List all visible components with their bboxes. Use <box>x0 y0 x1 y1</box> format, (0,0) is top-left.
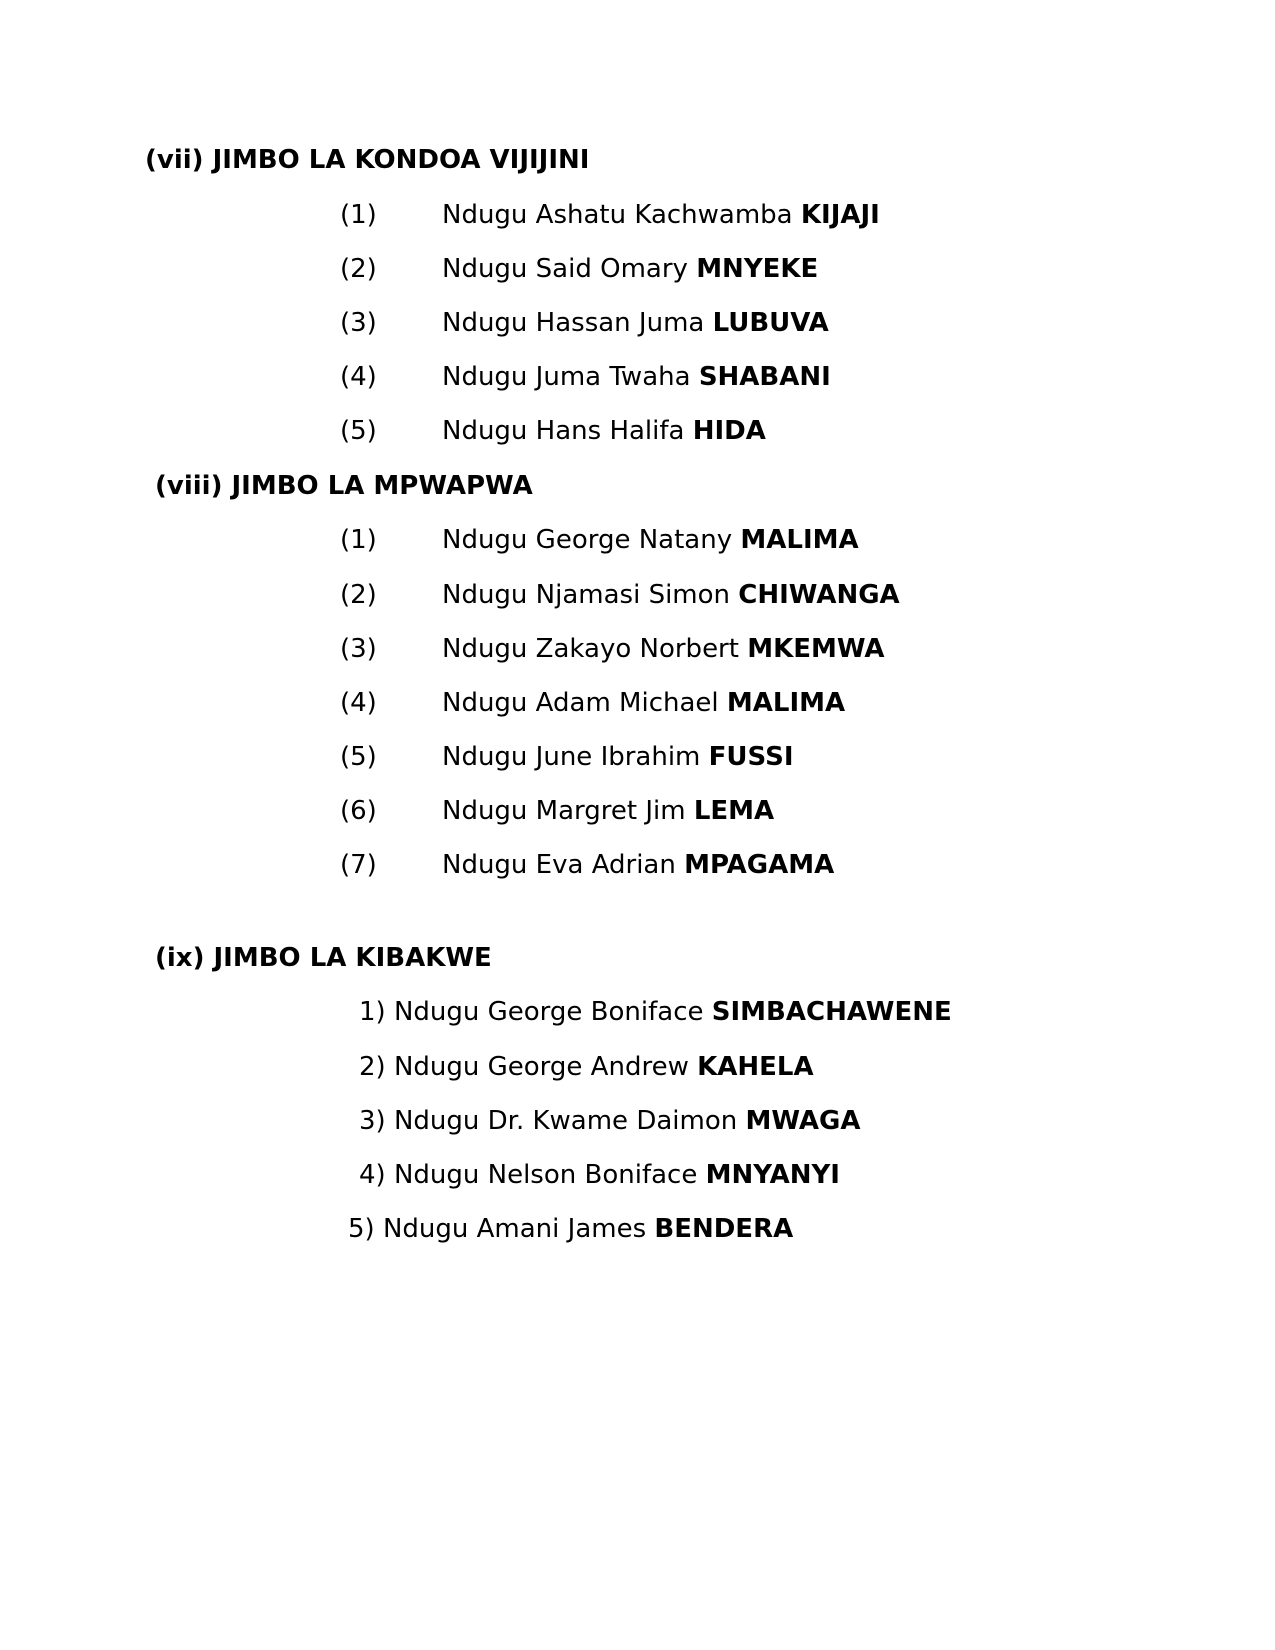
item-name <box>442 795 774 827</box>
item-number: (2) <box>340 580 377 610</box>
surname: MNYEKE <box>696 254 819 284</box>
surname: FUSSI <box>708 742 794 772</box>
given-names: Ndugu George Boniface <box>393 997 704 1027</box>
item-number: 2) <box>359 1052 386 1082</box>
given-names: Ndugu Hans Halifa <box>442 416 685 446</box>
given-names: Ndugu Juma Twaha <box>442 362 691 392</box>
item-number: 3) <box>359 1106 386 1136</box>
list-item <box>359 1105 860 1137</box>
surname: MALIMA <box>726 688 846 718</box>
item-number: (2) <box>340 254 377 284</box>
given-names: Ndugu Ashatu Kachwamba <box>442 200 793 230</box>
surname: BENDERA <box>654 1214 794 1244</box>
section-heading-kondoa-vijijini: (vii) JIMBO LA KONDOA VIJIJINI <box>145 145 590 175</box>
item-number: (3) <box>340 634 377 664</box>
given-names: Ndugu June Ibrahim <box>442 742 701 772</box>
item-name <box>442 633 885 665</box>
item-number: (4) <box>340 362 377 392</box>
item-name <box>442 849 834 881</box>
given-names: Ndugu Margret Jim <box>442 796 686 826</box>
list-item <box>348 1213 793 1245</box>
item-number: (5) <box>340 742 377 772</box>
item-number: 1) <box>359 997 386 1027</box>
surname: SHABANI <box>698 362 831 392</box>
list-item <box>359 1159 840 1191</box>
item-number: (5) <box>340 416 377 446</box>
list-item <box>359 1051 814 1083</box>
given-names: Ndugu Adam Michael <box>442 688 719 718</box>
section-heading-kibakwe: (ix) JIMBO LA KIBAKWE <box>155 943 492 973</box>
surname: MALIMA <box>740 525 859 555</box>
item-name <box>442 307 829 339</box>
surname: SIMBACHAWENE <box>711 997 952 1027</box>
item-number: (6) <box>340 796 377 826</box>
given-names: Ndugu George Natany <box>442 525 733 555</box>
given-names: Ndugu Eva Adrian <box>442 850 676 880</box>
given-names: Ndugu Dr. Kwame Daimon <box>393 1106 738 1136</box>
item-number: 4) <box>359 1160 386 1190</box>
item-number: (1) <box>340 525 377 555</box>
given-names: Ndugu Zakayo Norbert <box>442 634 739 664</box>
item-number: (7) <box>340 850 377 880</box>
surname: CHIWANGA <box>738 580 900 610</box>
item-name <box>442 741 794 773</box>
item-number: (1) <box>340 200 377 230</box>
item-name <box>442 199 880 231</box>
item-number: (3) <box>340 308 377 338</box>
surname: LUBUVA <box>712 308 829 338</box>
surname: LEMA <box>693 796 775 826</box>
given-names: Ndugu Nelson Boniface <box>393 1160 698 1190</box>
given-names: Ndugu Hassan Juma <box>442 308 705 338</box>
item-number: (4) <box>340 688 377 718</box>
given-names: Ndugu Said Omary <box>442 254 688 284</box>
given-names: Ndugu George Andrew <box>393 1052 689 1082</box>
item-name <box>442 687 845 719</box>
given-names: Ndugu Njamasi Simon <box>442 580 731 610</box>
item-number: 5) <box>348 1214 375 1244</box>
surname: MNYANYI <box>705 1160 840 1190</box>
item-name <box>442 415 766 447</box>
item-name <box>442 253 818 285</box>
surname: MPAGAMA <box>684 850 835 880</box>
surname: KIJAJI <box>800 200 880 230</box>
item-name <box>442 361 831 393</box>
item-name <box>442 524 859 556</box>
list-item <box>359 996 952 1028</box>
surname: MWAGA <box>745 1106 861 1136</box>
surname: MKEMWA <box>747 634 885 664</box>
section-heading-mpwapwa: (viii) JIMBO LA MPWAPWA <box>155 471 533 501</box>
given-names: Ndugu Amani James <box>382 1214 647 1244</box>
surname: KAHELA <box>697 1052 814 1082</box>
item-name <box>442 579 900 611</box>
surname: HIDA <box>692 416 766 446</box>
